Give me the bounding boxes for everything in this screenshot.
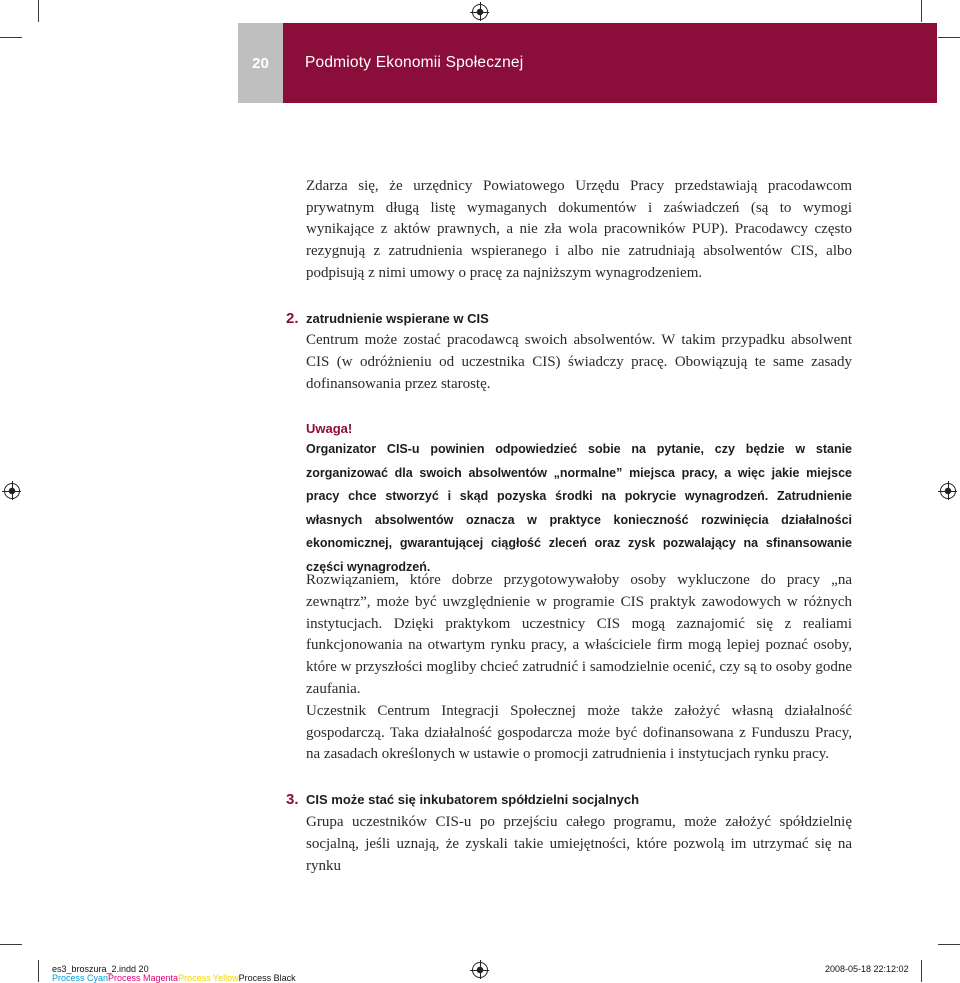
plate-yellow: Process Yellow — [178, 973, 239, 983]
page-title — [283, 23, 937, 103]
section-3-number: 3. — [286, 791, 299, 808]
crop-mark — [938, 37, 960, 38]
intro-paragraph: Zdarza się, że urzędnicy Powiatowego Urzędu Pracy przedstawiają pracodawcom prywatnym długą listę wymaganych dokumentów i zaświadczeń (są to wymogi wynikające z aktów prawnych, a nie zła wola pracowników PUP). Pracodawcy często rezygnują z zatrudnienia wspieranego i albo nie zatrudniają absolwentów CIS, albo podpisują z nimi umowy o pracę za najniższym wynagrodzeniem. — [306, 178, 852, 281]
section-2-heading — [286, 310, 846, 327]
solution-section — [306, 570, 852, 766]
section-2-text: Centrum może zostać pracodawcą swoich absolwentów. W takim przypadku absolwent CIS (w odróżnieniu od uczestnika CIS) świadczy pracę. Obowiązują te same zasady dofinansowania przez starostę. — [306, 332, 852, 392]
crop-mark — [0, 944, 22, 945]
section-2-number: 2. — [286, 310, 299, 327]
registration-mark-icon — [472, 962, 488, 978]
solution-paragraph: Rozwiązaniem, które dobrze przygotowywałoby osoby wykluczone do pracy „na zewnątrz”, może być uwzględnienie w programie CIS praktyk zawodowych w różnych instytucjach. Dzięki praktykom uczestnicy CIS mogą zaznajomić się z realiami funkcjonowania na otwartym rynku pracy, a właściciele firm mogą lepiej poznać osoby, które w przyszłości mogliby chcieć zatrudnić i samodzielnie ocenić, czy są to osoby godne zaufania. — [306, 572, 852, 697]
section-2-title: zatrudnienie wspierane w CIS — [306, 311, 489, 326]
section-3-body — [306, 812, 852, 877]
crop-mark — [38, 960, 39, 982]
plate-black: Process Black — [238, 973, 296, 983]
warning-text: Organizator CIS-u powinien odpowiedzieć sobie na pytanie, czy będzie w stanie zorganizować dla swoich absolwentów „normalne” miejsca pracy, a więc jakie miejsce pracy chce stworzyć i skąd pozyska środki na pokrycie wynagrodzeń. Zatrudnienie własnych absolwentów oznacza w praktyce konieczność rozwinięcia działalności ekonomicznej, gwarantującej ciągłość zleceń oraz zysk pozwalający na sfinansowanie części wynagrodzeń. — [306, 442, 852, 574]
crop-mark — [921, 960, 922, 982]
plate-magenta: Process Magenta — [108, 973, 179, 983]
crop-mark — [921, 0, 922, 22]
registration-mark-icon — [940, 483, 956, 499]
section-3-text: Grupa uczestników CIS-u po przejściu całego programu, może założyć spółdzielnię socjalną, jeśli uznają, że zyskali takie umiejętności, które pozwolą im utrzymać się na rynku — [306, 814, 852, 874]
section-3-heading — [286, 791, 846, 808]
registration-mark-icon — [4, 483, 20, 499]
registration-mark-icon — [472, 4, 488, 20]
crop-mark — [0, 37, 22, 38]
business-paragraph: Uczestnik Centrum Integracji Społecznej może także założyć własną działalność gospodarczą. Taka działalność gospodarcza może być dofinansowana z Funduszu Pracy, na zasadach określonych w ustawie o promocji zatrudnienia i instytucjach rynku pracy. — [306, 702, 852, 763]
plate-cyan: Process Cyan — [52, 973, 109, 983]
footer-file: es3_broszura_2.indd 20 — [52, 964, 149, 974]
page-number: 20 — [238, 23, 283, 103]
crop-mark — [38, 0, 39, 22]
section-3-title: CIS może stać się inkubatorem spółdzielni socjalnych — [306, 792, 640, 807]
warning-label: Uwaga! — [306, 421, 353, 436]
footer-timestamp: 2008-05-18 22:12:02 — [825, 964, 909, 974]
page-title-text: Podmioty Ekonomii Społecznej — [305, 54, 524, 71]
section-2-body — [306, 330, 852, 395]
intro-section — [306, 176, 852, 285]
crop-mark — [938, 944, 960, 945]
